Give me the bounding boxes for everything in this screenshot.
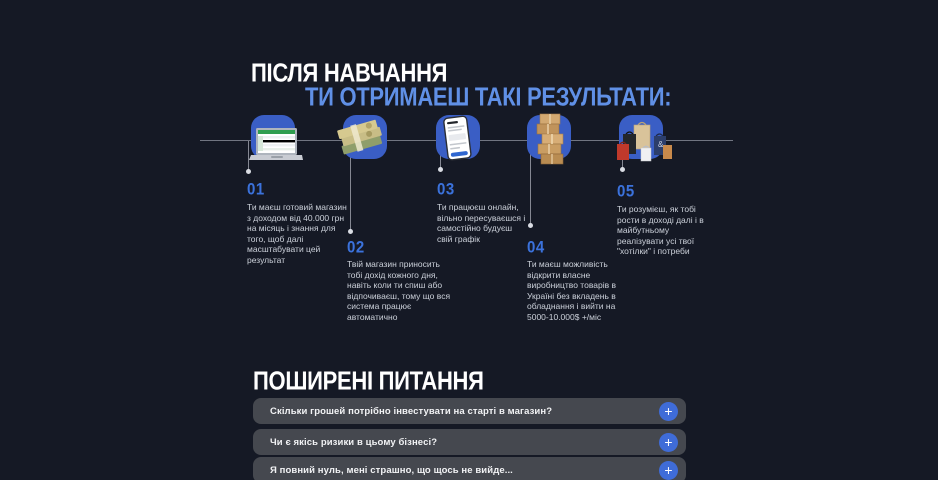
money-stack-icon [334, 118, 390, 158]
timeline-icon-box-2 [343, 115, 387, 159]
timeline-dot-4 [528, 223, 533, 228]
faq-question-label: Чи є якісь ризики в цьому бізнесі? [270, 436, 438, 448]
timeline-item-number: 04 [527, 238, 545, 257]
faq-item-investment[interactable] [253, 398, 686, 424]
faq-question-label: Я повний нуль, мені страшно, що щось не вийде... [270, 464, 513, 476]
results-title-line2: ТИ ОТРИМАЕШ ТАКІ РЕЗУЛЬТАТИ: [305, 82, 672, 112]
laptop-spreadsheet-icon [245, 128, 303, 168]
faq-item-beginner[interactable] [253, 457, 686, 480]
plus-icon[interactable]: + [659, 433, 678, 452]
timeline-item-number: 01 [247, 180, 265, 199]
timeline-icon-box-1 [251, 115, 295, 159]
timeline-item-number: 02 [347, 238, 365, 257]
timeline-item-text: Ти працюєш онлайн, вільно пересуваєшся і самостійно будуєш свій графік [437, 202, 526, 244]
phone-icon [444, 116, 472, 162]
timeline-item-text: Ти маєш можливість відкрити власне виробництво товарів в Україні без вкладень в обладнання і вийти на 5000-10.000$ +/міс [527, 259, 616, 322]
timeline-dot-5 [620, 167, 625, 172]
timeline-item-number: 05 [617, 182, 635, 201]
svg-text:&: & [658, 140, 664, 149]
timeline-dot-1 [246, 169, 251, 174]
faq-item-risks[interactable] [253, 429, 686, 455]
shopping-bags-icon [616, 121, 672, 165]
timeline-icon-box-4 [527, 115, 571, 159]
faq-question-label: Скільки грошей потрібно інвестувати на старті в магазин? [270, 405, 553, 417]
plus-icon[interactable]: + [659, 461, 678, 480]
timeline-item-text: Ти розумієш, як тобі рости в доході далі і в майбутньому реалізувати усі твої "хотілки" і потреби [617, 204, 704, 256]
timeline-dot-3 [438, 167, 443, 172]
timeline-item-text: Твій магазин приносить тобі дохід кожного дня, навіть коли ти спиш або відпочиваєш, тому що вся система працює автоматично [347, 259, 451, 322]
timeline-icon-box-5 [619, 115, 663, 159]
results-title-line1: ПІСЛЯ НАВЧАННЯ [251, 58, 448, 88]
faq-title: ПОШИРЕНІ ПИТАННЯ [253, 366, 484, 396]
plus-icon[interactable]: + [659, 402, 678, 421]
boxes-stack-icon [533, 113, 569, 165]
timeline-item-number: 03 [437, 180, 455, 199]
timeline-item-text: Ти маєш готовий магазин з доходом від 40.000 грн на місяць і знання для того, щоб далі масштабувати цей результат [247, 202, 347, 265]
timeline-icon-box-3 [436, 115, 480, 159]
